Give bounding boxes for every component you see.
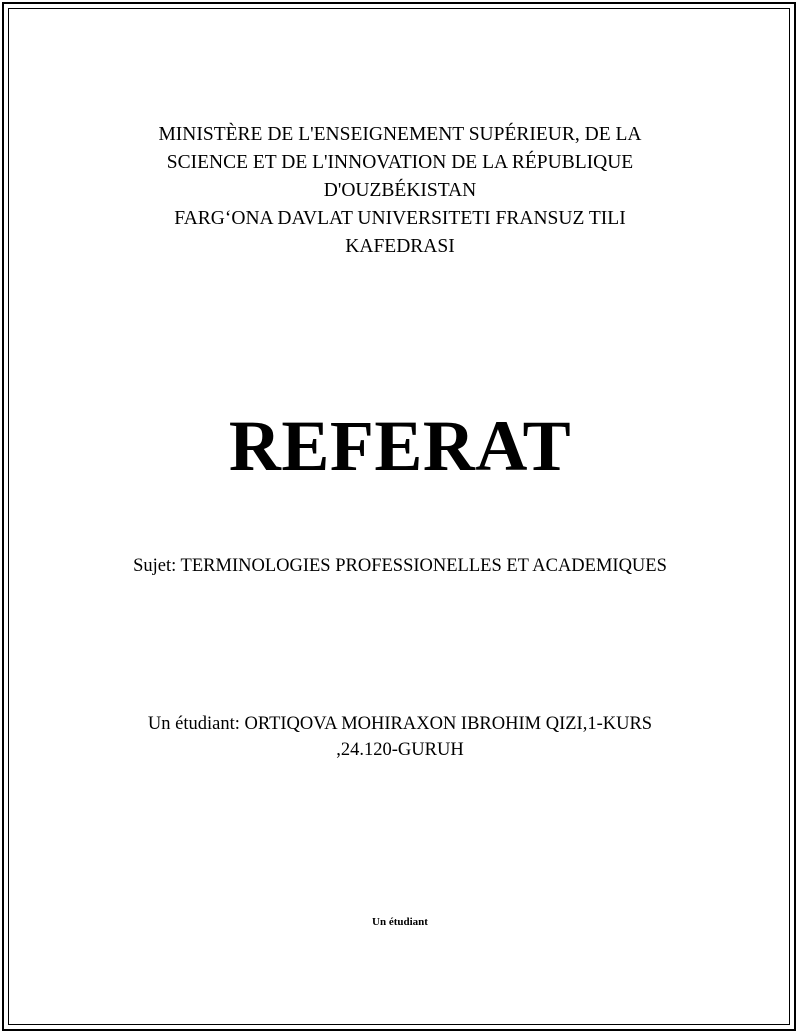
header-line-1: MINISTÈRE DE L'ENSEIGNEMENT SUPÉRIEUR, DE LA <box>158 124 642 145</box>
subject-line: Sujet: TERMINOLOGIES PROFESSIONELLES ET ACADEMIQUES <box>133 556 667 576</box>
footer-note: Un étudiant <box>372 916 428 928</box>
header-line-2: SCIENCE ET DE L'INNOVATION DE LA RÉPUBLIQUE <box>166 152 634 173</box>
student-line-2: ,24.120-GURUH <box>336 740 464 760</box>
student-line-1: Un étudiant: ORTIQOVA MOHIRAXON IBROHIM QIZI,1-KURS <box>147 714 653 734</box>
header-line-4: FARG‘ONA DAVLAT UNIVERSITETI FRANSUZ TILI <box>174 208 626 229</box>
document-title: REFERAT <box>228 406 572 486</box>
student-info <box>100 711 700 763</box>
institution-header <box>100 121 700 261</box>
header-line-5: KAFEDRASI <box>345 236 455 257</box>
header-line-3: D'OUZBÉKISTAN <box>323 180 477 201</box>
